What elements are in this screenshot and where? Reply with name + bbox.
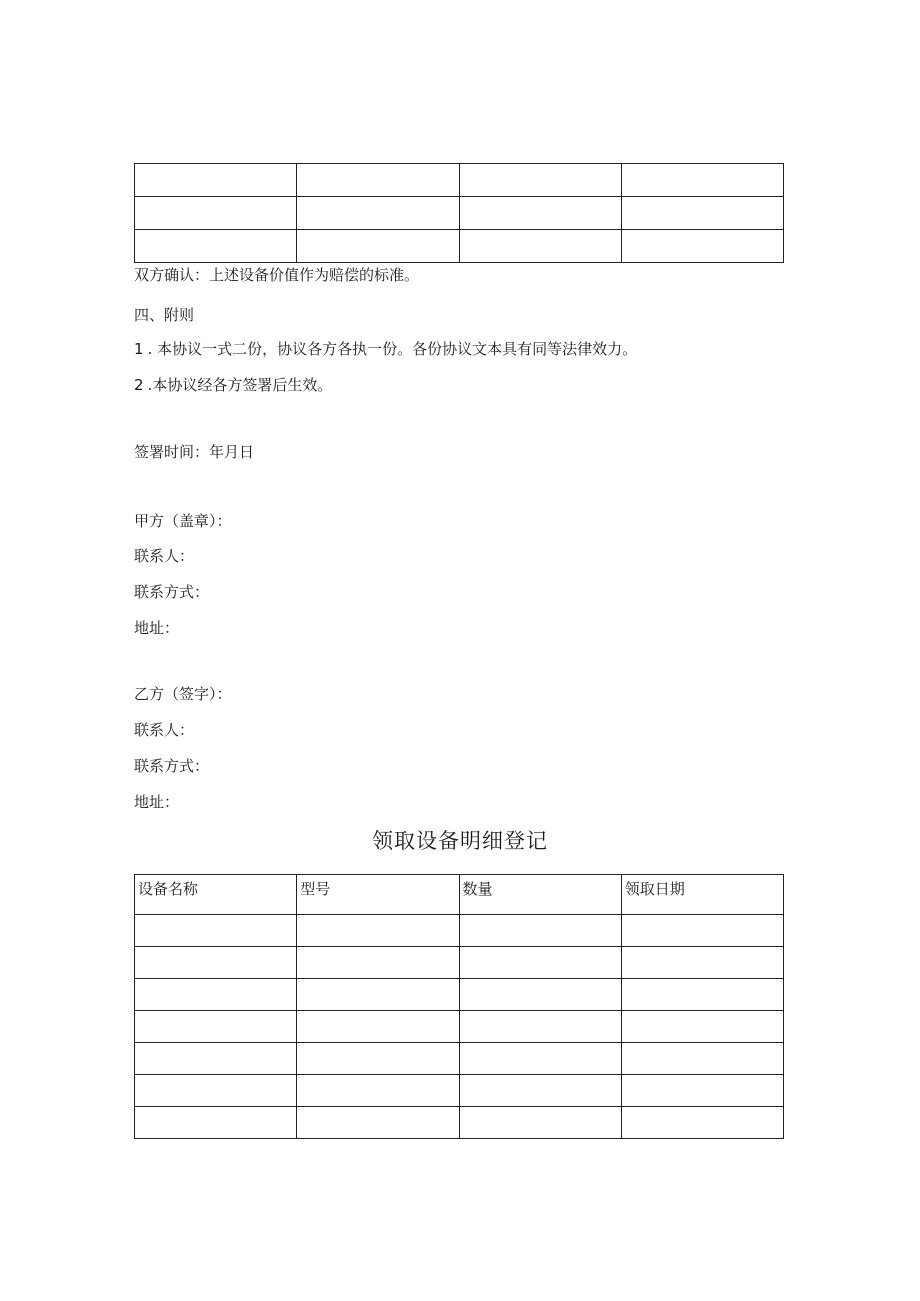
table-row [135, 947, 784, 979]
table-cell [621, 947, 783, 979]
table-cell [135, 979, 297, 1011]
party-a-phone: 联系方式： [134, 583, 210, 601]
table-cell [459, 1043, 621, 1075]
detail-register-table [134, 874, 784, 1139]
table-cell [135, 1075, 297, 1107]
appendix-item-text: .本协议经各方签署后生效。 [147, 376, 333, 394]
table-cell [621, 915, 783, 947]
equipment-value-table [134, 163, 784, 263]
table-cell [621, 979, 783, 1011]
table-row [135, 1043, 784, 1075]
party-b-contact: 联系人： [134, 721, 195, 739]
table-cell [297, 164, 459, 197]
table-cell [459, 947, 621, 979]
table-cell [135, 947, 297, 979]
appendix-heading: 四、附则 [134, 306, 195, 324]
table-row [135, 230, 784, 263]
table-cell [621, 1075, 783, 1107]
table-cell [297, 915, 459, 947]
appendix-item-number: 1 [134, 340, 148, 358]
table-cell [135, 1107, 297, 1139]
table-cell [621, 164, 783, 197]
table-row [135, 915, 784, 947]
party-a-title: 甲方（盖章）： [134, 512, 232, 530]
table-cell [297, 197, 459, 230]
table-cell [135, 197, 297, 230]
table-row [135, 164, 784, 197]
detail-register-title: 领取设备明细登记 [372, 829, 548, 853]
header-device-name: 设备名称 [135, 875, 297, 915]
table-cell [621, 197, 783, 230]
table-cell [459, 1107, 621, 1139]
table-row [135, 1075, 784, 1107]
table-cell [135, 230, 297, 263]
signing-time: 签署时间：年月日 [134, 443, 255, 461]
table-cell [135, 164, 297, 197]
table-cell [297, 1075, 459, 1107]
table-row [135, 979, 784, 1011]
header-model: 型号 [297, 875, 459, 915]
table-cell [297, 1011, 459, 1043]
table-cell [621, 1043, 783, 1075]
table-cell [459, 1011, 621, 1043]
table-cell [297, 1107, 459, 1139]
party-b-phone: 联系方式： [134, 757, 210, 775]
table-header-row [135, 875, 784, 915]
table-cell [459, 197, 621, 230]
table-cell [135, 1043, 297, 1075]
table-row [135, 197, 784, 230]
header-quantity: 数量 [459, 875, 621, 915]
appendix-item-number: 2 [134, 376, 148, 394]
table-cell [297, 979, 459, 1011]
confirmation-text: 双方确认：上述设备价值作为赔偿的标准。 [134, 266, 420, 284]
party-b-title: 乙方（签字）： [134, 685, 232, 703]
table-cell [459, 979, 621, 1011]
table-cell [459, 230, 621, 263]
table-cell [621, 230, 783, 263]
table-cell [135, 1011, 297, 1043]
table-cell [621, 1107, 783, 1139]
table-row [135, 1011, 784, 1043]
table-cell [297, 947, 459, 979]
table-cell [459, 915, 621, 947]
appendix-item-2 [134, 375, 332, 395]
table-cell [297, 1043, 459, 1075]
table-cell [621, 1011, 783, 1043]
table-cell [459, 164, 621, 197]
party-a-address: 地址： [134, 619, 180, 637]
table-cell [135, 915, 297, 947]
party-b-address: 地址： [134, 793, 180, 811]
table-row [135, 1107, 784, 1139]
party-a-contact: 联系人： [134, 547, 195, 565]
header-receive-date: 领取日期 [621, 875, 783, 915]
appendix-item-1 [134, 339, 637, 359]
appendix-item-text: . 本协议一式二份，协议各方各执一份。各份协议文本具有同等法律效力。 [147, 340, 638, 358]
table-cell [297, 230, 459, 263]
table-cell [459, 1075, 621, 1107]
